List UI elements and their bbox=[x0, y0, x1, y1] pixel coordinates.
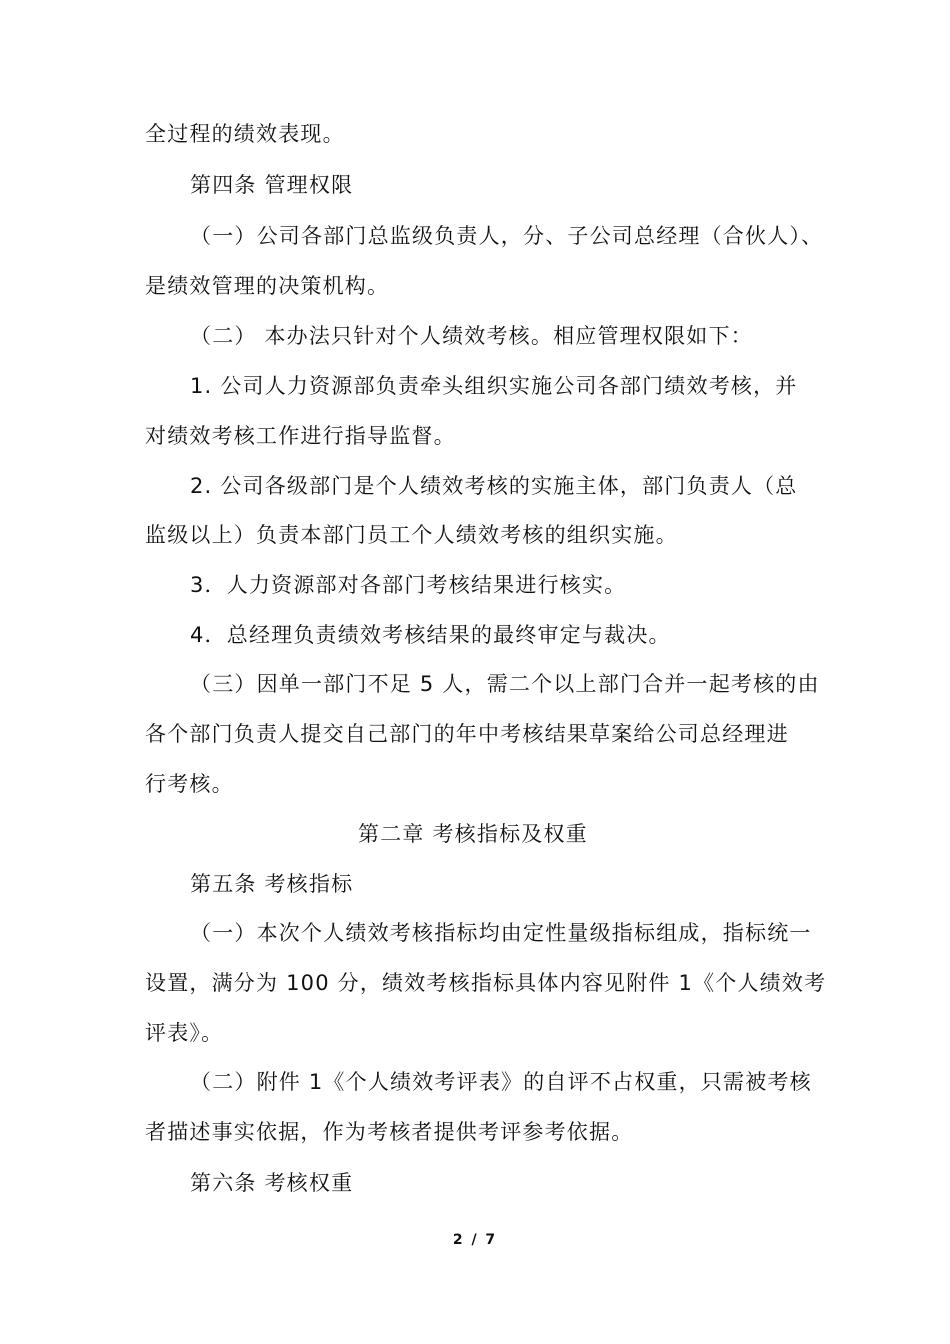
chapter-heading: 第二章 考核指标及权重 bbox=[358, 822, 588, 846]
article-heading: 第六条 考核权重 bbox=[190, 1171, 354, 1195]
paragraph-line: （一）本次个人绩效考核指标均由定性量级指标组成，指标统一 bbox=[190, 921, 812, 945]
paragraph-line: 3．人力资源部对各部门考核结果进行核实。 bbox=[190, 573, 627, 597]
paragraph-line: 对绩效考核工作进行指导监督。 bbox=[145, 424, 456, 448]
paragraph-line: 设置，满分为 100 分，绩效考核指标具体内容见附件 1《个人绩效考 bbox=[145, 971, 827, 995]
paragraph-line: 是绩效管理的决策机构。 bbox=[145, 274, 390, 298]
paragraph-line: 各个部门负责人提交自己部门的年中考核结果草案给公司总经理进 bbox=[145, 722, 789, 746]
paragraph-line: 评表》。 bbox=[145, 1021, 224, 1045]
paragraph-line: （二） 本办法只针对个人绩效考核。相应管理权限如下： bbox=[190, 324, 753, 348]
article-heading: 第五条 考核指标 bbox=[190, 872, 354, 896]
article-heading: 第四条 管理权限 bbox=[190, 173, 354, 197]
paragraph-line: （二）附件 1《个人绩效考评表》的自评不占权重，只需被考核 bbox=[190, 1070, 812, 1094]
paragraph-line: （一）公司各部门总监级负责人，分、子公司总经理（合伙人）、 bbox=[190, 224, 824, 248]
page-number: 2 / 7 bbox=[452, 1232, 498, 1248]
paragraph-line: 者描述事实依据，作为考核者提供考评参考依据。 bbox=[145, 1120, 634, 1144]
paragraph-line: （三）因单一部门不足 5 人，需二个以上部门合并一起考核的由 bbox=[190, 672, 820, 696]
paragraph-line: 4．总经理负责绩效考核结果的最终审定与裁决。 bbox=[190, 623, 671, 647]
paragraph-line: 2. 公司各级部门是个人绩效考核的实施主体，部门负责人（总 bbox=[190, 474, 798, 498]
paragraph-line: 行考核。 bbox=[145, 772, 234, 796]
paragraph-line: 监级以上）负责本部门员工个人绩效考核的组织实施。 bbox=[145, 523, 678, 547]
paragraph-line: 全过程的绩效表现。 bbox=[145, 122, 345, 146]
paragraph-line: 1. 公司人力资源部负责牵头组织实施公司各部门绩效考核，并 bbox=[190, 374, 798, 398]
